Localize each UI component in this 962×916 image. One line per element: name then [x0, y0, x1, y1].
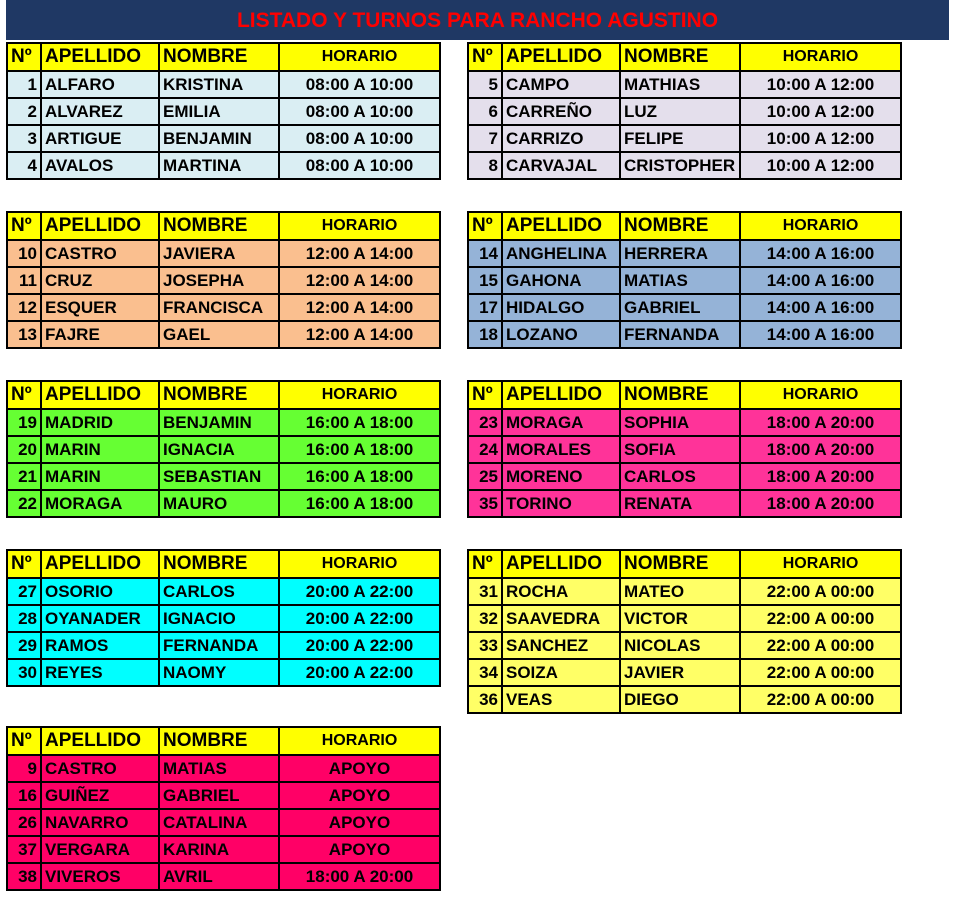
row-apellido: SANCHEZ — [502, 632, 620, 659]
row-nombre: VICTOR — [620, 605, 740, 632]
col-header-apellido: APELLIDO — [41, 381, 159, 409]
row-apellido: SAAVEDRA — [502, 605, 620, 632]
row-apellido: GAHONA — [502, 267, 620, 294]
row-number: 14 — [468, 240, 502, 267]
row-apellido: NAVARRO — [41, 809, 159, 836]
row-nombre: FELIPE — [620, 125, 740, 152]
row-number: 29 — [7, 632, 41, 659]
col-header-num: Nº — [468, 212, 502, 240]
row-apellido: MORAGA — [41, 490, 159, 517]
row-nombre: NAOMY — [159, 659, 279, 686]
row-number: 33 — [468, 632, 502, 659]
table-row — [7, 125, 440, 152]
row-nombre: RENATA — [620, 490, 740, 517]
col-header-num: Nº — [7, 727, 41, 755]
row-number: 23 — [468, 409, 502, 436]
row-apellido: ROCHA — [502, 578, 620, 605]
row-horario: 18:00 A 20:00 — [740, 409, 901, 436]
row-nombre: KARINA — [159, 836, 279, 863]
row-apellido: CASTRO — [41, 755, 159, 782]
table-row — [7, 809, 440, 836]
table-row — [7, 578, 440, 605]
row-apellido: ALVAREZ — [41, 98, 159, 125]
table-row — [7, 782, 440, 809]
row-number: 15 — [468, 267, 502, 294]
row-nombre: SOFIA — [620, 436, 740, 463]
row-apellido: VERGARA — [41, 836, 159, 863]
row-horario: 18:00 A 20:00 — [740, 463, 901, 490]
row-apellido: REYES — [41, 659, 159, 686]
row-horario: 20:00 A 22:00 — [279, 632, 440, 659]
row-horario: 22:00 A 00:00 — [740, 605, 901, 632]
row-horario: 20:00 A 22:00 — [279, 578, 440, 605]
col-header-num: Nº — [7, 550, 41, 578]
row-apellido: MORALES — [502, 436, 620, 463]
table-row — [7, 755, 440, 782]
row-number: 3 — [7, 125, 41, 152]
row-number: 32 — [468, 605, 502, 632]
row-horario: 18:00 A 20:00 — [740, 436, 901, 463]
row-nombre: DIEGO — [620, 686, 740, 713]
table-row — [468, 490, 901, 517]
row-horario: 10:00 A 12:00 — [740, 98, 901, 125]
table-row — [7, 152, 440, 179]
row-apellido: CASTRO — [41, 240, 159, 267]
table-row — [468, 686, 901, 713]
row-horario: 08:00 A 10:00 — [279, 152, 440, 179]
row-horario: 18:00 A 20:00 — [740, 490, 901, 517]
row-nombre: MAURO — [159, 490, 279, 517]
row-nombre: LUZ — [620, 98, 740, 125]
table-row — [468, 632, 901, 659]
row-nombre: CATALINA — [159, 809, 279, 836]
row-nombre: AVRIL — [159, 863, 279, 890]
row-nombre: MATIAS — [159, 755, 279, 782]
row-nombre: IGNACIA — [159, 436, 279, 463]
row-nombre: MATHIAS — [620, 71, 740, 98]
row-horario: 08:00 A 10:00 — [279, 71, 440, 98]
table-row — [468, 436, 901, 463]
shift-group-table — [6, 42, 441, 180]
table-row — [7, 98, 440, 125]
col-header-apellido: APELLIDO — [41, 550, 159, 578]
row-apellido: OSORIO — [41, 578, 159, 605]
row-nombre: MATIAS — [620, 267, 740, 294]
row-nombre: SOPHIA — [620, 409, 740, 436]
row-number: 37 — [7, 836, 41, 863]
col-header-apellido: APELLIDO — [41, 43, 159, 71]
col-header-horario: HORARIO — [279, 550, 440, 578]
row-apellido: CARRIZO — [502, 125, 620, 152]
row-nombre: JAVIER — [620, 659, 740, 686]
row-number: 13 — [7, 321, 41, 348]
row-number: 18 — [468, 321, 502, 348]
table-row — [7, 267, 440, 294]
table-row — [7, 632, 440, 659]
row-apellido: MADRID — [41, 409, 159, 436]
table-row — [468, 321, 901, 348]
row-number: 6 — [468, 98, 502, 125]
row-nombre: JAVIERA — [159, 240, 279, 267]
row-number: 21 — [7, 463, 41, 490]
table-row — [7, 409, 440, 436]
page-title: LISTADO Y TURNOS PARA RANCHO AGUSTINO — [6, 0, 949, 40]
row-apellido: ALFARO — [41, 71, 159, 98]
table-row — [468, 267, 901, 294]
row-nombre: FERNANDA — [620, 321, 740, 348]
shift-group-table — [6, 726, 441, 891]
col-header-nombre: NOMBRE — [159, 381, 279, 409]
shift-group-table — [467, 549, 902, 714]
row-nombre: CARLOS — [159, 578, 279, 605]
shift-group-table — [467, 380, 902, 518]
row-nombre: HERRERA — [620, 240, 740, 267]
row-nombre: MARTINA — [159, 152, 279, 179]
shift-group-table — [6, 211, 441, 349]
table-row — [7, 605, 440, 632]
row-number: 2 — [7, 98, 41, 125]
row-horario: 10:00 A 12:00 — [740, 71, 901, 98]
row-apellido: FAJRE — [41, 321, 159, 348]
col-header-horario: HORARIO — [279, 381, 440, 409]
col-header-apellido: APELLIDO — [41, 727, 159, 755]
col-header-nombre: NOMBRE — [159, 212, 279, 240]
shift-group-table — [467, 42, 902, 180]
row-horario: 14:00 A 16:00 — [740, 240, 901, 267]
row-apellido: MARIN — [41, 436, 159, 463]
row-horario: 16:00 A 18:00 — [279, 436, 440, 463]
row-horario: 20:00 A 22:00 — [279, 659, 440, 686]
row-number: 11 — [7, 267, 41, 294]
table-row — [7, 863, 440, 890]
row-nombre: FRANCISCA — [159, 294, 279, 321]
row-horario: 14:00 A 16:00 — [740, 294, 901, 321]
row-horario: 18:00 A 20:00 — [279, 863, 440, 890]
shift-group-table — [6, 380, 441, 518]
row-nombre: EMILIA — [159, 98, 279, 125]
col-header-apellido: APELLIDO — [41, 212, 159, 240]
table-row — [7, 294, 440, 321]
row-number: 9 — [7, 755, 41, 782]
row-apellido: GUIÑEZ — [41, 782, 159, 809]
row-horario: APOYO — [279, 836, 440, 863]
table-row — [7, 71, 440, 98]
col-header-horario: HORARIO — [740, 212, 901, 240]
row-number: 7 — [468, 125, 502, 152]
row-number: 35 — [468, 490, 502, 517]
col-header-horario: HORARIO — [740, 43, 901, 71]
col-header-apellido: APELLIDO — [502, 381, 620, 409]
row-apellido: MORENO — [502, 463, 620, 490]
row-horario: 12:00 A 14:00 — [279, 267, 440, 294]
row-apellido: RAMOS — [41, 632, 159, 659]
row-number: 31 — [468, 578, 502, 605]
row-nombre: SEBASTIAN — [159, 463, 279, 490]
row-nombre: MATEO — [620, 578, 740, 605]
table-row — [468, 240, 901, 267]
row-horario: 22:00 A 00:00 — [740, 578, 901, 605]
table-row — [7, 659, 440, 686]
row-number: 34 — [468, 659, 502, 686]
col-header-nombre: NOMBRE — [620, 212, 740, 240]
row-apellido: CRUZ — [41, 267, 159, 294]
col-header-nombre: NOMBRE — [620, 550, 740, 578]
row-horario: 22:00 A 00:00 — [740, 686, 901, 713]
table-row — [468, 98, 901, 125]
table-row — [7, 490, 440, 517]
row-apellido: ESQUER — [41, 294, 159, 321]
row-number: 17 — [468, 294, 502, 321]
row-horario: 22:00 A 00:00 — [740, 632, 901, 659]
row-apellido: HIDALGO — [502, 294, 620, 321]
row-nombre: FERNANDA — [159, 632, 279, 659]
row-horario: 12:00 A 14:00 — [279, 321, 440, 348]
row-nombre: IGNACIO — [159, 605, 279, 632]
row-apellido: TORINO — [502, 490, 620, 517]
row-apellido: LOZANO — [502, 321, 620, 348]
row-number: 22 — [7, 490, 41, 517]
row-horario: 12:00 A 14:00 — [279, 294, 440, 321]
row-number: 25 — [468, 463, 502, 490]
row-nombre: GAEL — [159, 321, 279, 348]
row-number: 10 — [7, 240, 41, 267]
col-header-num: Nº — [468, 550, 502, 578]
row-apellido: MORAGA — [502, 409, 620, 436]
row-apellido: CAMPO — [502, 71, 620, 98]
row-nombre: BENJAMIN — [159, 125, 279, 152]
row-apellido: VIVEROS — [41, 863, 159, 890]
row-number: 27 — [7, 578, 41, 605]
row-nombre: GABRIEL — [620, 294, 740, 321]
row-horario: 10:00 A 12:00 — [740, 125, 901, 152]
row-horario: APOYO — [279, 809, 440, 836]
row-number: 12 — [7, 294, 41, 321]
row-nombre: GABRIEL — [159, 782, 279, 809]
row-nombre: CARLOS — [620, 463, 740, 490]
table-row — [7, 463, 440, 490]
row-number: 28 — [7, 605, 41, 632]
row-horario: 08:00 A 10:00 — [279, 125, 440, 152]
row-apellido: VEAS — [502, 686, 620, 713]
col-header-apellido: APELLIDO — [502, 550, 620, 578]
col-header-horario: HORARIO — [740, 550, 901, 578]
row-horario: APOYO — [279, 782, 440, 809]
row-horario: 16:00 A 18:00 — [279, 463, 440, 490]
row-horario: 22:00 A 00:00 — [740, 659, 901, 686]
col-header-nombre: NOMBRE — [159, 727, 279, 755]
row-nombre: CRISTOPHER — [620, 152, 740, 179]
col-header-nombre: NOMBRE — [620, 381, 740, 409]
row-horario: 16:00 A 18:00 — [279, 409, 440, 436]
row-number: 38 — [7, 863, 41, 890]
row-number: 1 — [7, 71, 41, 98]
col-header-horario: HORARIO — [279, 727, 440, 755]
table-row — [468, 152, 901, 179]
col-header-num: Nº — [7, 43, 41, 71]
col-header-nombre: NOMBRE — [159, 550, 279, 578]
table-row — [7, 436, 440, 463]
row-horario: 12:00 A 14:00 — [279, 240, 440, 267]
row-apellido: ARTIGUE — [41, 125, 159, 152]
col-header-horario: HORARIO — [279, 43, 440, 71]
row-number: 36 — [468, 686, 502, 713]
row-horario: 16:00 A 18:00 — [279, 490, 440, 517]
row-horario: 14:00 A 16:00 — [740, 321, 901, 348]
table-row — [7, 321, 440, 348]
table-row — [7, 240, 440, 267]
shift-group-table — [467, 211, 902, 349]
row-number: 8 — [468, 152, 502, 179]
row-number: 20 — [7, 436, 41, 463]
table-row — [468, 294, 901, 321]
col-header-nombre: NOMBRE — [620, 43, 740, 71]
row-horario: 20:00 A 22:00 — [279, 605, 440, 632]
row-horario: APOYO — [279, 755, 440, 782]
col-header-apellido: APELLIDO — [502, 212, 620, 240]
table-row — [7, 836, 440, 863]
row-number: 4 — [7, 152, 41, 179]
col-header-nombre: NOMBRE — [159, 43, 279, 71]
col-header-num: Nº — [7, 212, 41, 240]
col-header-num: Nº — [7, 381, 41, 409]
table-row — [468, 578, 901, 605]
col-header-horario: HORARIO — [740, 381, 901, 409]
col-header-num: Nº — [468, 43, 502, 71]
col-header-num: Nº — [468, 381, 502, 409]
row-horario: 08:00 A 10:00 — [279, 98, 440, 125]
row-number: 5 — [468, 71, 502, 98]
row-horario: 14:00 A 16:00 — [740, 267, 901, 294]
table-row — [468, 659, 901, 686]
row-apellido: CARREÑO — [502, 98, 620, 125]
table-row — [468, 463, 901, 490]
row-nombre: BENJAMIN — [159, 409, 279, 436]
table-row — [468, 605, 901, 632]
row-apellido: SOIZA — [502, 659, 620, 686]
row-number: 26 — [7, 809, 41, 836]
col-header-apellido: APELLIDO — [502, 43, 620, 71]
row-number: 19 — [7, 409, 41, 436]
row-nombre: NICOLAS — [620, 632, 740, 659]
row-nombre: JOSEPHA — [159, 267, 279, 294]
row-apellido: OYANADER — [41, 605, 159, 632]
row-number: 30 — [7, 659, 41, 686]
row-apellido: ANGHELINA — [502, 240, 620, 267]
row-number: 24 — [468, 436, 502, 463]
row-nombre: KRISTINA — [159, 71, 279, 98]
table-row — [468, 409, 901, 436]
row-horario: 10:00 A 12:00 — [740, 152, 901, 179]
row-apellido: CARVAJAL — [502, 152, 620, 179]
table-row — [468, 71, 901, 98]
row-apellido: MARIN — [41, 463, 159, 490]
table-row — [468, 125, 901, 152]
col-header-horario: HORARIO — [279, 212, 440, 240]
shift-group-table — [6, 549, 441, 687]
row-apellido: AVALOS — [41, 152, 159, 179]
row-number: 16 — [7, 782, 41, 809]
